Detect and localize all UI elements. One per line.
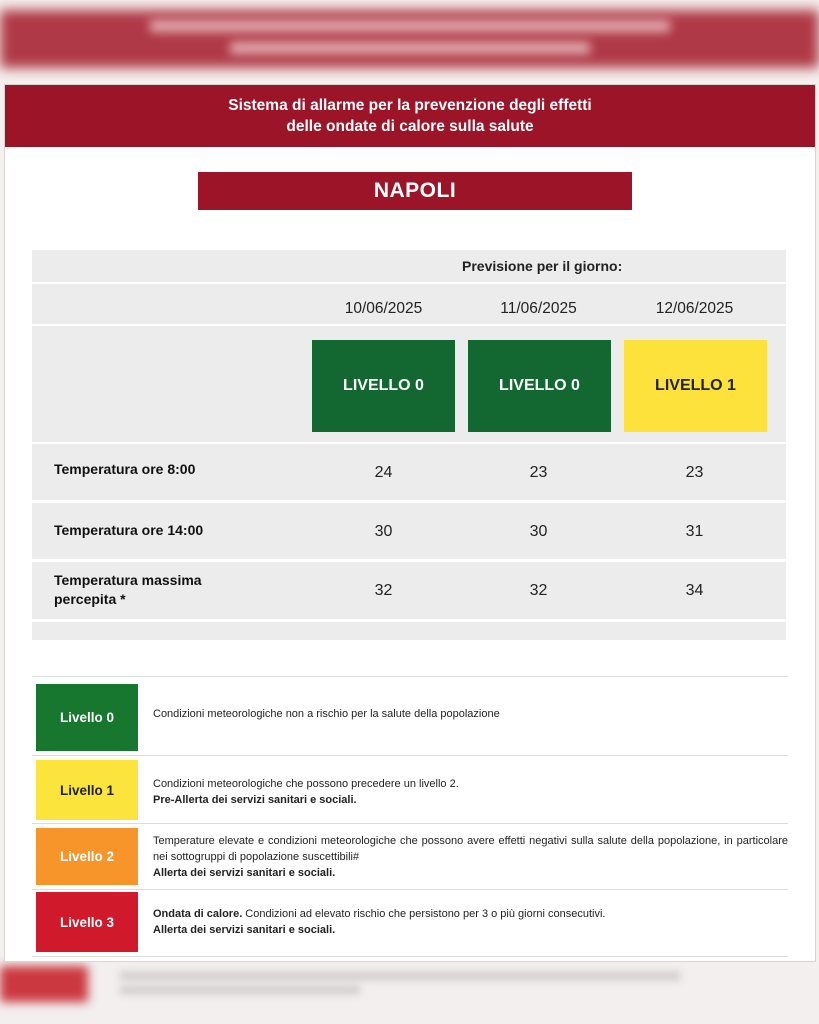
- temperature-value: 23: [685, 464, 704, 481]
- header-line-1: Sistema di allarme per la prevenzione degli effetti: [228, 97, 592, 114]
- row-label: Temperatura ore 8:00: [54, 461, 196, 477]
- legend-text: Condizioni meteorologiche che possono precedere un livello 2.: [153, 778, 459, 790]
- temperature-value: 24: [374, 464, 393, 481]
- temperature-value: 34: [685, 582, 704, 599]
- level-3-swatch: Livello 3: [36, 892, 138, 952]
- blurred-text-line: [120, 972, 680, 980]
- temperature-value: 30: [529, 523, 548, 540]
- temperature-value: 32: [529, 582, 548, 599]
- row-label: Temperatura massima: [54, 572, 202, 588]
- forecast-date: 12/06/2025: [655, 300, 734, 317]
- heat-alert-bulletin: [4, 84, 816, 962]
- legend-description: [153, 706, 788, 722]
- legend-text: Condizioni meteorologiche non a rischio per la salute della popolazione: [153, 708, 500, 720]
- forecast-label: Previsione per il giorno:: [462, 258, 623, 274]
- temperature-row-8: [32, 444, 786, 500]
- row-label: Temperatura ore 14:00: [54, 522, 204, 538]
- temperature-value: 32: [374, 582, 393, 599]
- legend-description: [153, 776, 788, 808]
- level-row: [32, 326, 786, 442]
- level-badge: LIVELLO 0: [468, 340, 611, 432]
- blurred-text-line: [230, 42, 590, 54]
- bulletin-header: [5, 85, 815, 147]
- blurred-red-block: [0, 966, 88, 1002]
- legend-bold-line: Allerta dei servizi sanitari e sociali.: [153, 867, 336, 879]
- level-badge: LIVELLO 1: [624, 340, 767, 432]
- row-label-continued: percepita *: [54, 591, 126, 607]
- forecast-date: 10/06/2025: [344, 300, 423, 317]
- legend-text: Condizioni ad elevato rischio che persistono per 3 o più giorni consecutivi.: [242, 908, 606, 920]
- level-badge: LIVELLO 0: [312, 340, 455, 432]
- legend-description: [153, 833, 788, 881]
- header-line-2: delle ondate di calore sulla salute: [286, 118, 534, 135]
- legend-text: Temperature elevate e condizioni meteorologiche che possono avere effetti negativi sulla salute della popolazione, in particolare nei sottogruppi di popolazione suscettibili#: [153, 835, 788, 863]
- legend-bold-prefix: Ondata di calore.: [153, 908, 243, 920]
- legend-item-level-0: [32, 677, 788, 756]
- legend-item-level-2: [32, 824, 788, 890]
- legend-item-level-1: [32, 756, 788, 824]
- blurred-text-line: [120, 986, 360, 994]
- level-0-swatch: Livello 0: [36, 684, 138, 751]
- blurred-text-line: [150, 20, 670, 32]
- level-2-swatch: Livello 2: [36, 828, 138, 885]
- legend-description: [153, 906, 788, 938]
- blurred-header-band: [0, 10, 819, 68]
- temperature-value: 31: [685, 523, 704, 540]
- legend-item-level-3: [32, 890, 788, 957]
- table-footer-bar: [32, 622, 786, 640]
- level-1-swatch: Livello 1: [36, 760, 138, 820]
- temperature-value: 23: [529, 464, 548, 481]
- temperature-value: 30: [374, 523, 393, 540]
- legend-bold-line: Pre-Allerta dei servizi sanitari e sociali.: [153, 794, 357, 806]
- forecast-label-row: [32, 250, 786, 282]
- date-row: [32, 284, 786, 324]
- forecast-date: 11/06/2025: [500, 300, 577, 317]
- city-title: NAPOLI: [198, 172, 632, 210]
- temperature-row-14: [32, 503, 786, 559]
- temperature-row-max: [32, 562, 786, 619]
- legend-bold-line: Allerta dei servizi sanitari e sociali.: [153, 924, 336, 936]
